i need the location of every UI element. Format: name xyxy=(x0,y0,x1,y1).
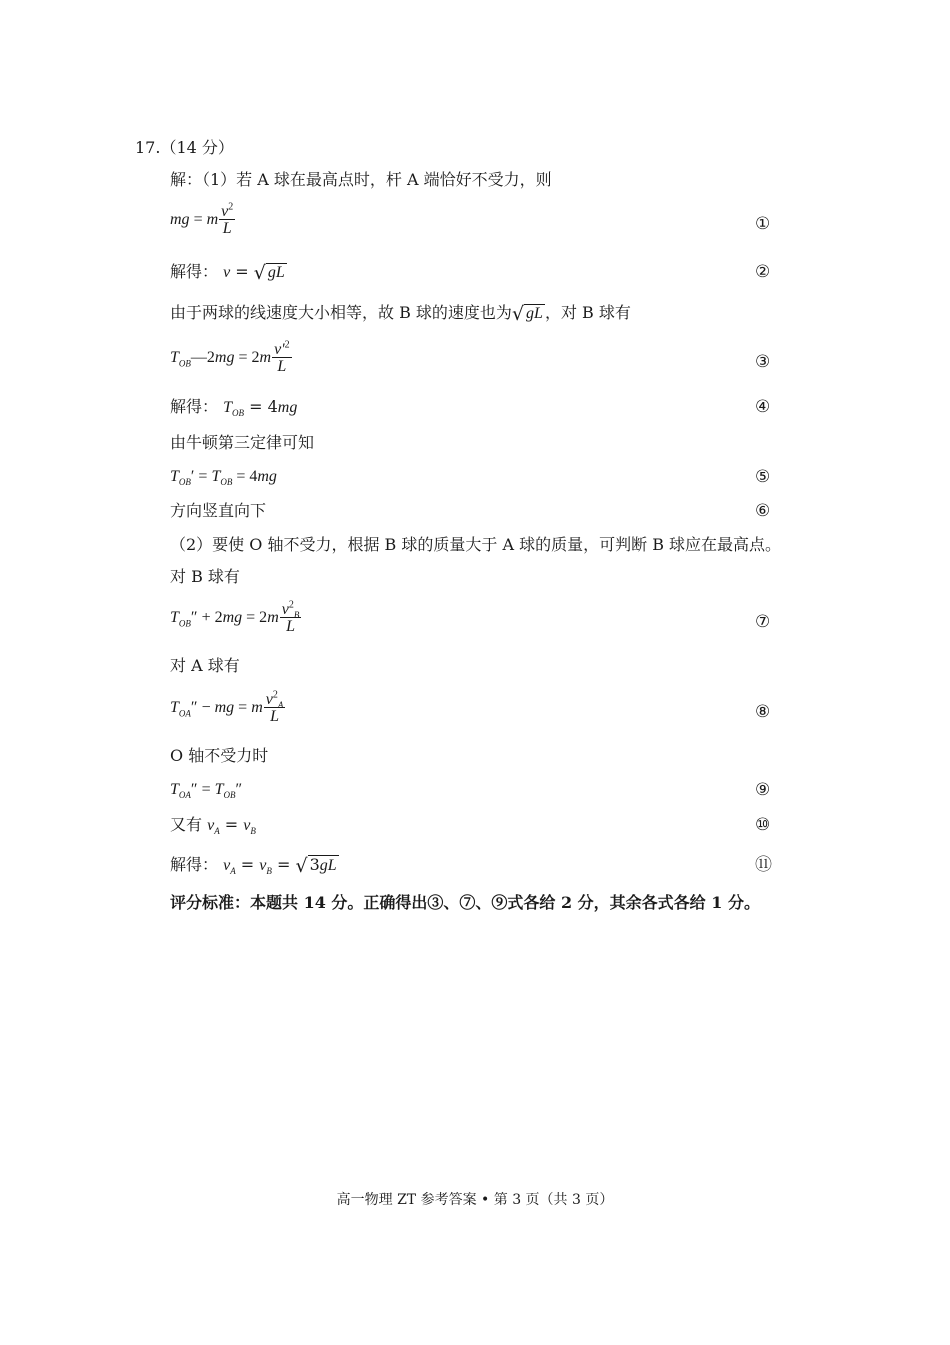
direction-text: 方向竖直向下 xyxy=(170,501,267,520)
o-axis-text: O 轴不受力时 xyxy=(170,746,269,765)
equation-mark-3: ③ xyxy=(755,352,771,372)
equation-2: 解得： v = √ gL xyxy=(170,262,285,284)
problem-number: 17. xyxy=(135,138,161,157)
equation-10: 又有 $v_A = v_B$ xyxy=(170,815,256,837)
equation-3: $T_{OB}—2mg = 2m$ $\frac{v'^2}{L}$ xyxy=(170,339,290,375)
problem-points: （14 分） xyxy=(160,138,234,157)
scoring-criteria: 评分标准：本题共 14 分。正确得出③、⑦、⑨式各给 2 分，其余各式各给 1 分。 xyxy=(170,893,760,912)
equation-11: 解得： $v_A = v_B$ = √ 3gL xyxy=(170,855,337,877)
equation-4: 解得： $T_{OB} = 4mg$ xyxy=(170,397,298,419)
equation-mark-5: ⑤ xyxy=(755,467,771,487)
line-speed-statement: 由于两球的线速度大小相等，故 B 球的速度也为√ gL ，对 B 球有 xyxy=(170,303,631,325)
problem-header xyxy=(135,138,234,158)
equation-mark-9: ⑨ xyxy=(755,780,771,800)
part2-intro: （2）要使 O 轴不受力，根据 B 球的质量大于 A 球的质量，可判断 B 球应在最高点。 xyxy=(170,535,782,554)
equation-5: $T_{OB}' = T_{OB} = 4mg$ xyxy=(170,468,277,488)
equation-mark-7: ⑦ xyxy=(755,612,771,632)
newton-third-law-text: 由牛顿第三定律可知 xyxy=(170,433,315,452)
solve-label: 解得： xyxy=(170,262,219,281)
equation-mark-6: ⑥ xyxy=(755,501,771,521)
part1-intro: 解：（1）若 A 球在最高点时，杆 A 端恰好不受力，则 xyxy=(170,170,552,189)
equation-9: $T_{OA}'' = T_{OB}''$ xyxy=(170,781,243,801)
for-a-text: 对 A 球有 xyxy=(170,656,240,675)
equation-mark-4: ④ xyxy=(755,397,771,417)
equation-7: $T_{OB}'' + 2mg = 2m$ $\frac{v^2_B}{L}$ xyxy=(170,599,300,635)
equation-1: mg = m $\frac{v^2}{L}$ xyxy=(170,201,234,237)
page-footer: 高一物理 ZT 参考答案 • 第 3 页（共 3 页） xyxy=(336,1192,614,1208)
for-b-text: 对 B 球有 xyxy=(170,567,240,586)
equation-8: $T_{OA}''$ − mg = m $\frac{v^2_A}{L}$ xyxy=(170,689,284,725)
equation-mark-10: ⑩ xyxy=(755,815,771,835)
equation-mark-11: ⑪ xyxy=(755,855,772,875)
equation-mark-2: ② xyxy=(755,262,771,282)
equation-mark-8: ⑧ xyxy=(755,702,771,722)
equation-mark-1: ① xyxy=(755,214,771,234)
